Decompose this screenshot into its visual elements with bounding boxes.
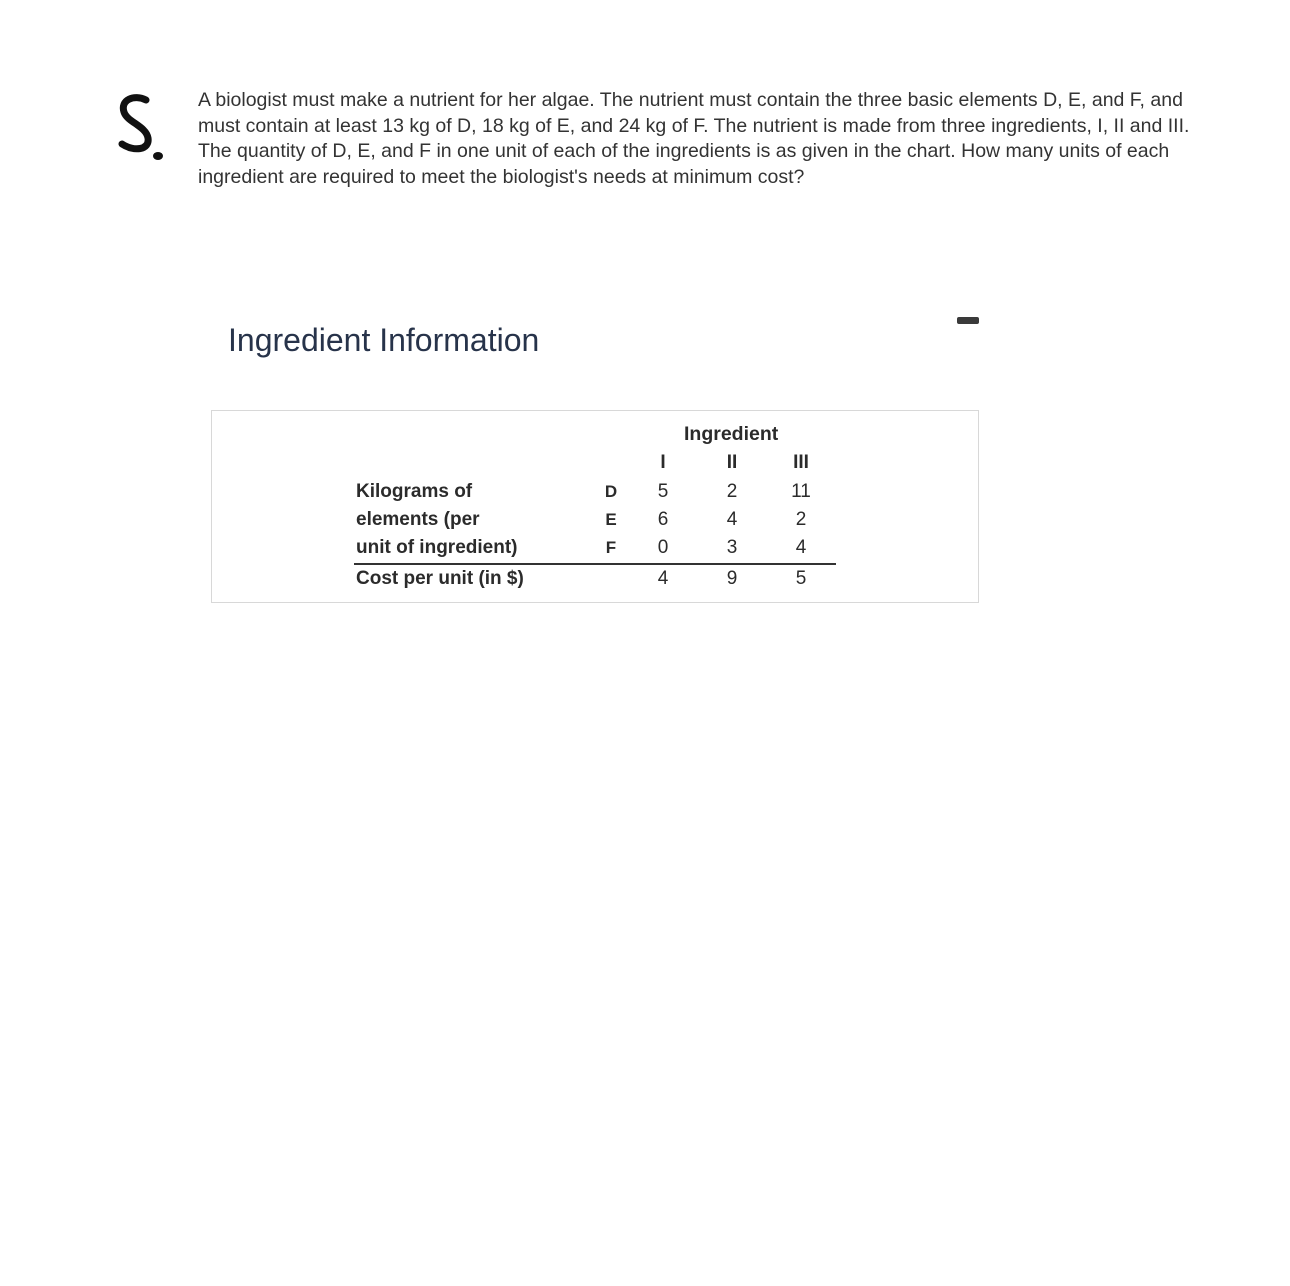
column-header-ii: II bbox=[726, 452, 738, 473]
handwritten-problem-number bbox=[112, 86, 172, 166]
section-title: Ingredient Information bbox=[228, 322, 540, 358]
row-label-line: Kilograms of bbox=[356, 481, 473, 502]
table-cell: 4 bbox=[726, 509, 738, 530]
element-label-f: F bbox=[605, 538, 617, 557]
table-cell: 2 bbox=[795, 509, 807, 530]
row-label-line: unit of ingredient) bbox=[356, 537, 518, 558]
ingredient-header: Ingredient bbox=[684, 423, 779, 445]
table-cell: 4 bbox=[657, 568, 669, 589]
table-cell: 9 bbox=[726, 568, 738, 589]
element-label-e: E bbox=[605, 510, 617, 529]
row-label-line: elements (per bbox=[356, 509, 480, 530]
problem-line: A biologist must make a nutrient for her algae. The nutrient must contain the three basic elements D, E, and F, and bbox=[198, 89, 1183, 111]
column-header-iii: III bbox=[793, 452, 809, 473]
table-cell: 2 bbox=[726, 481, 738, 502]
dash-mark bbox=[957, 317, 979, 324]
table-cell: 11 bbox=[791, 481, 811, 502]
table-cell: 0 bbox=[657, 537, 669, 558]
problem-line: The quantity of D, E, and F in one unit of each of the ingredients is as given in the chart. How many units of each bbox=[198, 140, 1170, 162]
cost-row-label: Cost per unit (in $) bbox=[356, 568, 524, 589]
ingredient-table-frame bbox=[211, 410, 979, 603]
column-header-i: I bbox=[660, 452, 666, 473]
table-cell: 3 bbox=[726, 537, 738, 558]
table-divider bbox=[354, 563, 836, 565]
table-cell: 5 bbox=[795, 568, 807, 589]
element-label-d: D bbox=[604, 482, 618, 501]
table-cell: 5 bbox=[657, 481, 669, 502]
problem-line: must contain at least 13 kg of D, 18 kg of E, and 24 kg of F. The nutrient is made from three ingredients, I, II and III. bbox=[198, 114, 1190, 137]
table-cell: 6 bbox=[657, 509, 669, 530]
problem-line: ingredient are required to meet the biologist's needs at minimum cost? bbox=[198, 165, 805, 188]
problem-statement bbox=[198, 88, 1258, 190]
table-cell: 4 bbox=[795, 537, 807, 558]
